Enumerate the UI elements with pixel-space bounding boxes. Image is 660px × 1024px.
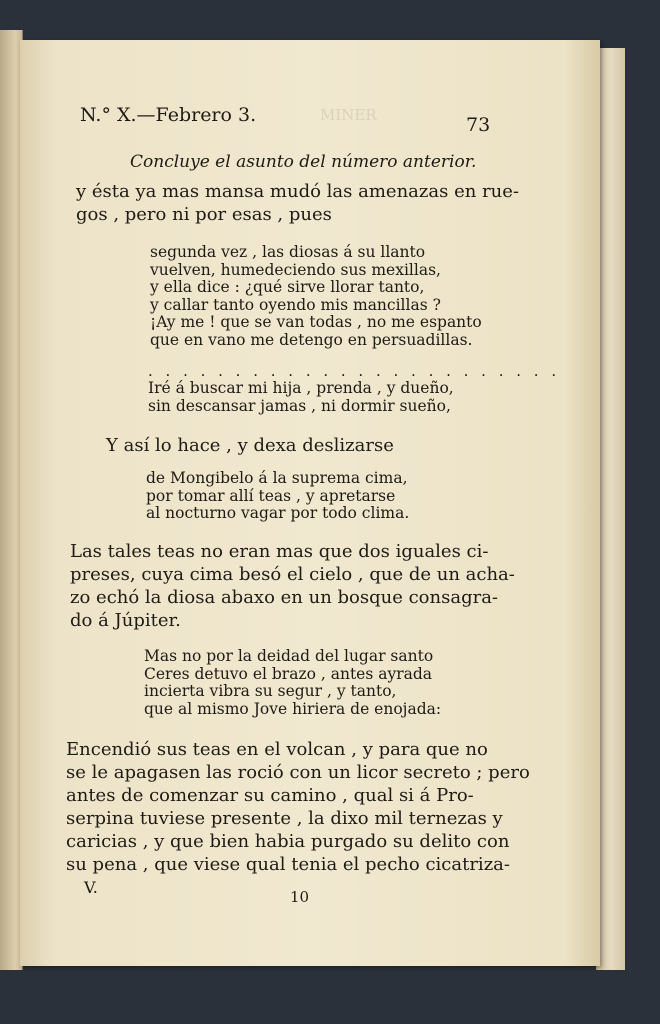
verse-line: que al mismo Jove hiriera de enojada: xyxy=(144,699,442,718)
verse-line: incierta vibra su segur , y tanto, xyxy=(144,682,397,700)
verse-stanza-1 xyxy=(150,244,482,349)
text-line: zo echó la diosa abaxo en un bosque consagra- xyxy=(70,587,499,608)
text-line: antes de comenzar su camino , qual si á Pro- xyxy=(66,785,474,806)
paragraph-1 xyxy=(76,180,519,226)
verse-line: al nocturno vagar por todo clima. xyxy=(146,504,410,522)
text-line: caricias , y que bien habia purgado su delito con xyxy=(66,831,510,852)
text-line: preses, cuya cima besó el cielo , que de un acha- xyxy=(70,564,515,585)
book-page xyxy=(20,40,600,966)
text-line: Y así lo hace , y dexa deslizarse xyxy=(106,435,394,456)
text-line: su pena , que viese qual tenia el pecho cicatriza- xyxy=(66,854,510,875)
text-line: Las tales teas no eran mas que dos iguales ci- xyxy=(70,541,489,562)
verse-line: que en vano me detengo en persuadillas. xyxy=(150,330,473,349)
signature-mark: V. xyxy=(84,878,98,897)
verse-line: y callar tanto oyendo mis mancillas ? xyxy=(150,295,441,314)
verse-line: Ceres detuvo el brazo , antes ayrada xyxy=(144,664,433,683)
text-line: se le apagasen las roció con un licor secreto ; pero xyxy=(66,762,530,783)
gathering-number: 10 xyxy=(290,888,310,906)
text-line: serpina tuviese presente , la dixo mil ternezas y xyxy=(66,808,503,829)
verse-line: vuelven, humedeciendo sus mexillas, xyxy=(150,260,441,279)
verse-stanza-3 xyxy=(146,470,409,523)
paragraph-2 xyxy=(106,434,394,457)
verse-line: de Mongibelo á la suprema cima, xyxy=(146,469,408,487)
show-through: MINER xyxy=(320,106,377,124)
paragraph-3 xyxy=(70,540,515,632)
verse-stanza-4 xyxy=(144,648,441,718)
text-line: gos , pero ni por esas , pues xyxy=(76,204,332,225)
verse-line: Mas no por la deidad del lugar santo xyxy=(144,647,434,665)
text-line: Encendió sus teas en el volcan , y para que no xyxy=(66,739,488,760)
verse-stanza-2 xyxy=(148,380,454,415)
text-line: do á Júpiter. xyxy=(70,610,181,631)
verse-line: Iré á buscar mi hija , prenda , y dueño, xyxy=(148,379,454,397)
ellipsis-line: . . . . . . . . . . . . . . . . . . . . . . . . xyxy=(148,362,561,380)
running-head: N.° X.—Febrero 3. xyxy=(80,104,257,126)
text-line: y ésta ya mas mansa mudó las amenazas en rue- xyxy=(76,181,519,202)
section-subtitle: Concluye el asunto del número anterior. xyxy=(130,152,477,172)
verse-line: segunda vez , las diosas á su llanto xyxy=(150,243,426,261)
verse-line: y ella dice : ¿qué sirve llorar tanto, xyxy=(150,278,425,296)
page-stack-edge xyxy=(596,48,625,970)
page-number: 73 xyxy=(466,114,491,136)
verse-line: sin descansar jamas , ni dormir sueño, xyxy=(148,396,451,415)
verse-line: ¡Ay me ! que se van todas , no me espanto xyxy=(150,313,482,331)
paragraph-4 xyxy=(66,738,530,876)
verse-line: por tomar allí teas , y apretarse xyxy=(146,486,396,505)
